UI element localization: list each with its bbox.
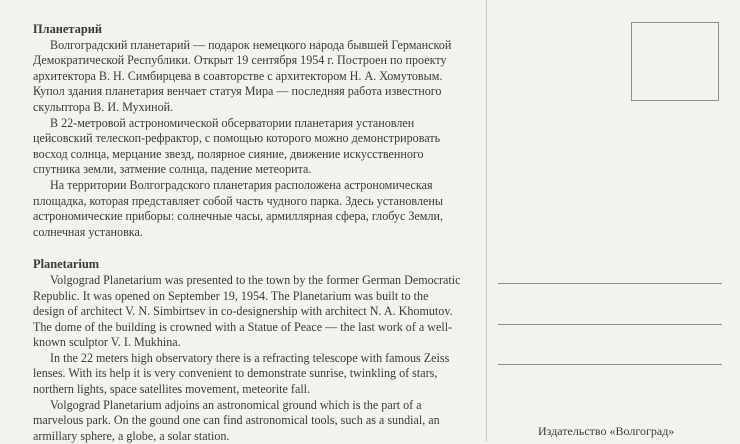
address-line [498,324,722,325]
russian-paragraph: Волгоградский планетарий — подарок немецкого народа бывшей Германской Демократической Республики. Открыт 19 сентября 1954 г. Построен по проекту архитектора В. Н. Симбирцева в соавторстве с архитектором Н. А. Хомутовым. Купол здания планетария венчает статуя Мира — последняя работа известного скульптора В. И. Мухиной. [33,37,452,114]
section-spacer [33,240,463,257]
description-column [33,22,463,444]
english-paragraph: Volgograd Planetarium adjoins an astronomical ground which is the part of a marvelous park. On the gound one can find astronomical tools, such as a sundial, an armillary sphere, a globe, a solar station. [33,397,440,443]
russian-heading: Планетарий [33,22,103,36]
center-divider [486,0,487,442]
russian-paragraph: В 22-метровой астрономической обсерватории планетария установлен цейсовский телескоп-рефрактор, с помощью которого можно демонстрировать восход солнца, мерцание звезд, полярное сияние, движение искусственного спутника земли, затмение солнца, падение метеорита. [33,115,441,177]
publisher-label: Издательство «Волгоград» [538,424,675,438]
english-paragraph: Volgograd Planetarium was presented to the town by the former German Democratic Republic. It was opened on September 19, 1954. The Planetarium was built to the design of architect V. N. Simbirtsev in co-designership with architect N. A. Khomutov. The dome of the building is crowned with a Statue of Peace — the last work of a well-known sculptor V. I. Mukhina. [33,272,461,350]
address-line [498,283,722,284]
english-heading: Planetarium [33,257,100,272]
english-paragraph: In the 22 meters high observatory there is a refracting telescope with famous Zeiss lenses. With its help it is very convenient to demonstrate sunrise, twinkling of stars, northern lights, space satellites movement, meteorite fall. [33,350,450,397]
address-line [498,364,722,365]
russian-paragraph: На территории Волгоградского планетария расположена астрономическая площадка, которая представляет собой часть чудного парка. Здесь установлены астрономические приборы: солнечные часы, армиллярная сфера, глобус Земли, солнечная установка. [33,177,443,239]
stamp-box [631,22,719,101]
